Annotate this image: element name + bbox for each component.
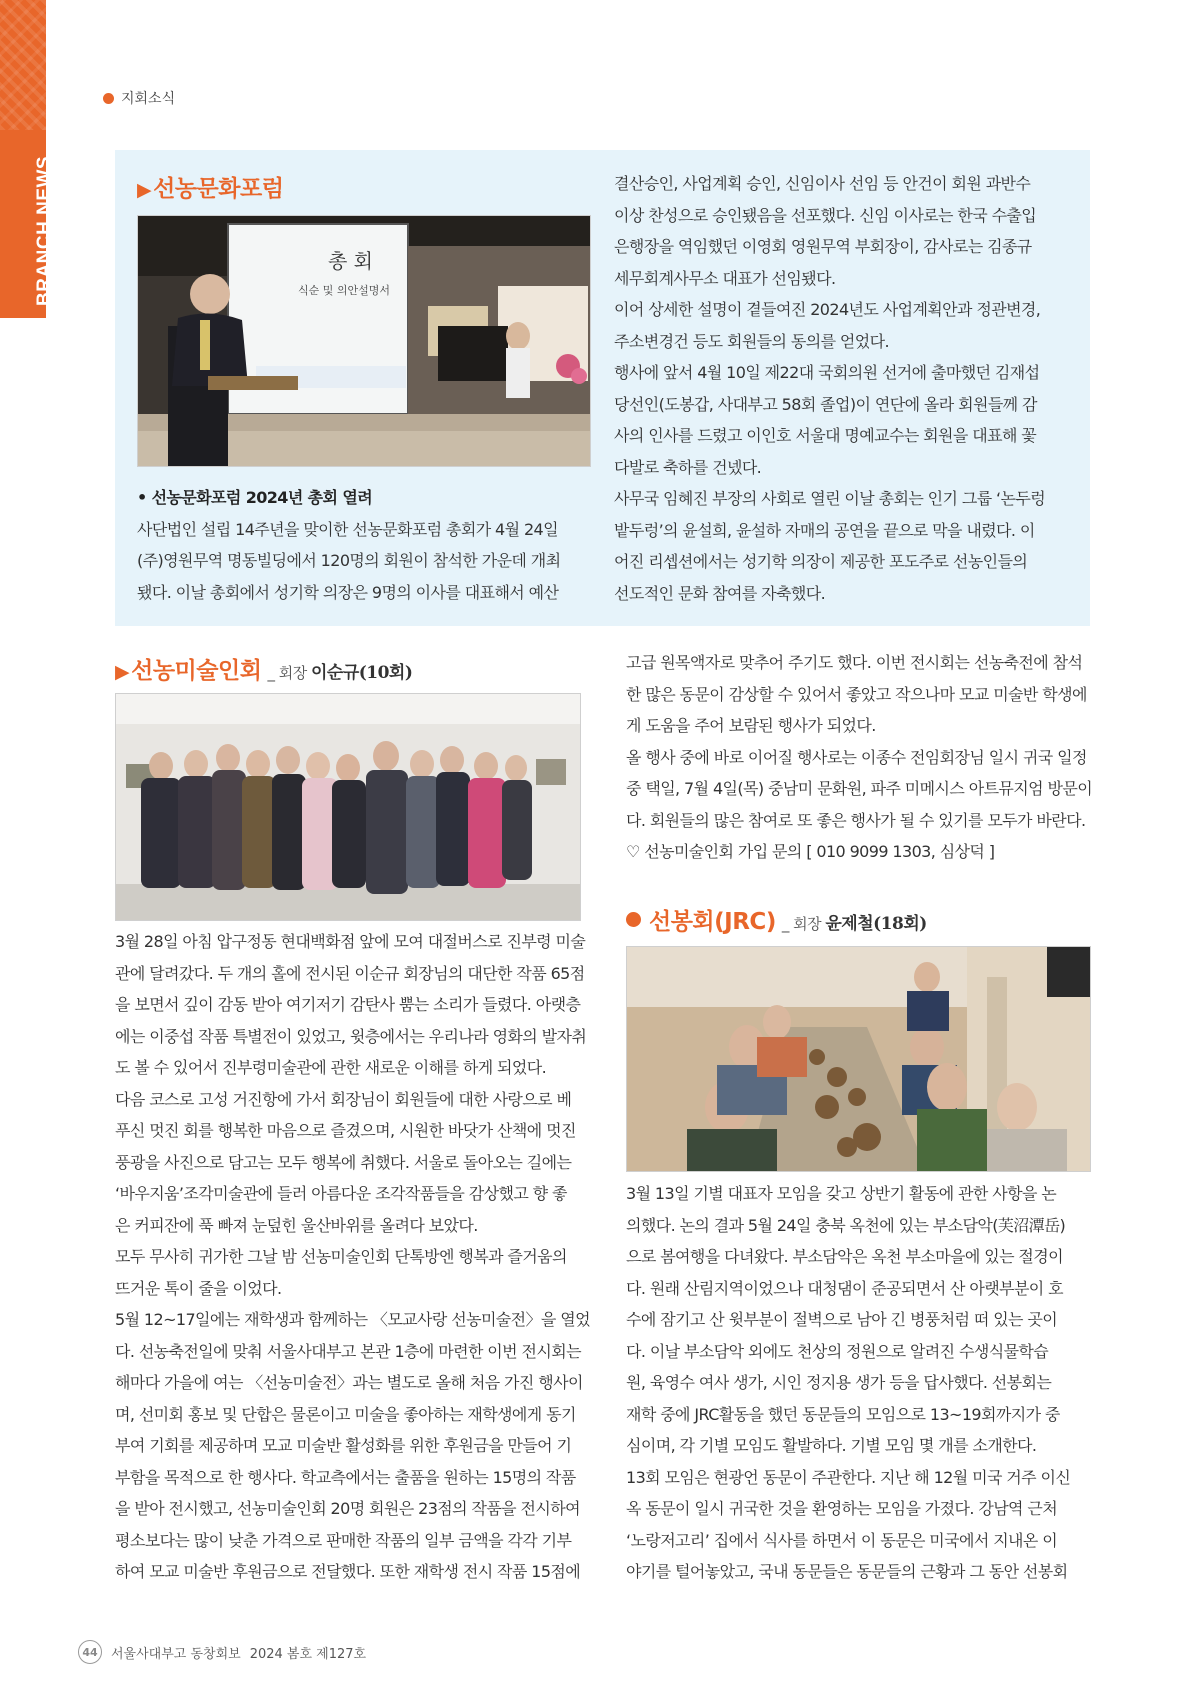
- art-club-right-line: 고급 원목액자로 맞추어 주기도 했다. 이번 전시회는 선농축전에 참석: [626, 653, 1083, 672]
- art-club-line: 을 받아 전시했고, 선농미술인회 20명 회원은 23점의 작품을 전시하여: [115, 1499, 580, 1518]
- art-club-line: 을 보면서 깊이 감동 받아 여기저기 감탄사 뿜는 소리가 들렸다. 아랫층: [115, 995, 581, 1014]
- ornament-pattern: [0, 0, 46, 130]
- jrc-heading-text: 선봉회(JRC): [649, 909, 776, 935]
- forum-right-line: 이어 상세한 설명이 곁들여진 2024년도 사업계획안과 정관변경,: [614, 300, 1041, 319]
- art-club-right-line: 올 행사 중에 바로 이어질 행사로는 이종수 전임회장님 일시 귀국 일정: [626, 747, 1087, 767]
- art-club-line: ‘바우지움’조각미술관에 들러 아름다운 조각작품들을 감상했고 향 좋: [115, 1184, 567, 1203]
- forum-heading: [137, 170, 283, 203]
- art-club-line: 부함을 목적으로 한 행사다. 학교측에서는 출품을 원하는 15명의 작품: [115, 1467, 576, 1487]
- forum-left-line: (주)영원무역 명동빌딩에서 120명의 회원이 참석한 가운데 개최: [137, 551, 561, 570]
- art-club-line: 평소보다는 많이 낮춘 가격으로 판매한 작품의 일부 금액을 각각 기부: [115, 1530, 572, 1550]
- jrc-president-name: 윤제철(18회): [825, 914, 927, 934]
- art-club-right-line: 게 도움을 주어 보람된 행사가 되었다.: [626, 716, 876, 735]
- forum-right-line: 은행장을 역임했던 이영회 영원무역 부회장이, 감사로는 김종규: [614, 237, 1032, 256]
- art-club-line: 하여 모교 미술반 후원금으로 전달했다. 또한 재학생 전시 작품 15점에: [115, 1562, 581, 1581]
- art-club-line: 모두 무사히 귀가한 그날 밤 선농미술인회 단톡방엔 행복과 즐거움의: [115, 1247, 567, 1266]
- jrc-photo-illustration: [627, 947, 1090, 1171]
- art-club-president-prefix: _ 회장: [267, 664, 307, 682]
- section-tag: [103, 88, 175, 108]
- art-club-line: 부여 기회를 제공하며 모교 미술반 활성화를 위한 후원금을 만들어 기: [115, 1436, 572, 1455]
- art-club-photo: [115, 693, 581, 921]
- forum-right-text: [614, 168, 1076, 609]
- forum-left-text: [137, 482, 592, 608]
- forum-photo-illustration: [138, 216, 590, 466]
- page-footer: [78, 1640, 366, 1664]
- triangle-marker-icon: ▶: [115, 661, 130, 683]
- jrc-text: [626, 1178, 1091, 1588]
- art-club-heading: [115, 652, 412, 685]
- page-number: 44: [78, 1640, 102, 1664]
- art-club-line: 3월 28일 아침 압구정동 현대백화점 앞에 모여 대절버스로 진부령 미술: [115, 932, 586, 951]
- jrc-line: 옥 동문이 일시 귀국한 것을 환영하는 모임을 가졌다. 강남역 근처: [626, 1499, 1058, 1518]
- jrc-line: 다. 이날 부소담악 외에도 천상의 정원으로 알려진 수생식물학습: [626, 1341, 1049, 1361]
- jrc-line: 13회 모임은 현광언 동문이 주관한다. 지난 해 12월 미국 거주 이신: [626, 1467, 1071, 1487]
- section-tag-label: 지회소식: [121, 91, 176, 107]
- forum-right-line: 밭두렁’의 윤설희, 윤설하 자매의 공연을 끝으로 막을 내렸다. 이: [614, 520, 1035, 540]
- art-club-line: 다. 선농축전일에 맞춰 서울사대부고 본관 1층에 마련한 이번 전시회는: [115, 1341, 581, 1361]
- jrc-line: 다. 원래 산림지역이었으나 대청댐이 준공되면서 산 아랫부분이 호: [626, 1278, 1064, 1298]
- jrc-line: 야기를 털어놓았고, 국내 동문들은 동문들의 근황과 그 동안 선봉회: [626, 1562, 1068, 1581]
- forum-photo: [137, 215, 591, 467]
- forum-right-line: 행사에 앞서 4월 10일 제22대 국회의원 선거에 출마했던 김재섭: [614, 363, 1040, 382]
- forum-right-line: 당선인(도봉갑, 사대부고 58회 졸업)이 연단에 올라 회원들께 감: [614, 394, 1037, 414]
- art-club-line: 다음 코스로 고성 거진항에 가서 회장님이 회원들에 대한 사랑으로 베: [115, 1089, 572, 1109]
- circle-marker-icon: [626, 912, 641, 927]
- art-club-right-text: [626, 647, 1091, 868]
- jrc-line: ‘노랑저고리’ 집에서 식사를 하면서 이 동문은 미국에서 지내온 이: [626, 1530, 1058, 1550]
- art-club-right-line: 중 택일, 7월 4일(목) 중남미 문화원, 파주 미메시스 아트뮤지엄 방문이: [626, 779, 1093, 798]
- branch-news-label: BRANCH NEWS: [34, 155, 55, 306]
- art-club-line: 풍광을 사진으로 담고는 모두 행복에 취했다. 서울로 돌아오는 길에는: [115, 1152, 572, 1172]
- art-club-right-line: ♡ 선농미술인회 가입 문의 [ 010 9099 1303, 심상덕 ]: [626, 842, 995, 861]
- jrc-president: [782, 909, 927, 934]
- jrc-president-prefix: _ 회장: [781, 915, 822, 933]
- jrc-line: 3월 13일 기별 대표자 모임을 갖고 상반기 활동에 관한 사항을 논: [626, 1184, 1057, 1203]
- art-club-line: 은 커피잔에 푹 빠져 눈덮힌 울산바위를 올려다 보았다.: [115, 1215, 478, 1235]
- forum-right-line: 사무국 임혜진 부장의 사회로 열린 이날 총회는 인기 그룹 ‘논두렁: [614, 489, 1046, 508]
- art-club-line: 관에 달려갔다. 두 개의 홀에 전시된 이순규 회장님의 대단한 작품 65점: [115, 963, 585, 983]
- art-club-president: [267, 658, 412, 683]
- forum-right-line: 선도적인 문화 참여를 자축했다.: [614, 583, 826, 603]
- jrc-line: 재학 중에 JRC활동을 했던 동문들의 모임으로 13~19회까지가 중: [626, 1404, 1060, 1424]
- art-club-photo-illustration: [116, 694, 580, 920]
- forum-right-line: 사의 인사를 드렸고 이인호 서울대 명예교수는 회원을 대표해 꽃: [614, 426, 1037, 445]
- art-club-line: 도 볼 수 있어서 진부령미술관에 관한 새로운 이해를 하게 되었다.: [115, 1058, 547, 1077]
- art-club-president-name: 이순규(10회): [310, 663, 413, 683]
- triangle-marker-icon: ▶: [137, 179, 152, 201]
- issue-label: 2024 봄호 제127호: [249, 1646, 367, 1662]
- svg-text:식순 및 의안설명서: 식순 및 의안설명서: [298, 284, 391, 297]
- forum-heading-text: 선농문화포럼: [153, 176, 284, 202]
- forum-left-line: 사단법인 설립 14주년을 맞이한 선농문화포럼 총회가 4월 24일: [137, 519, 558, 539]
- forum-right-line: 이상 찬성으로 승인됐음을 선포했다. 신임 이사로는 한국 수출입: [614, 205, 1037, 225]
- forum-caption-title: • 선농문화포럼 2024년 총회 열려: [137, 488, 373, 507]
- art-club-line: 5월 12~17일에는 재학생과 함께하는 〈모교사랑 선농미술전〉을 열었: [115, 1310, 590, 1329]
- art-club-line: 해마다 가을에 여는 〈선농미술전〉과는 별도로 올해 처음 가진 행사이: [115, 1373, 583, 1392]
- jrc-line: 의했다. 논의 결과 5월 24일 충북 옥천에 있는 부소담악(芙沼潭岳): [626, 1215, 1066, 1235]
- forum-right-line: 세무회계사무소 대표가 선임됐다.: [614, 268, 836, 288]
- forum-right-line: 결산승인, 사업계획 승인, 신임이사 선임 등 안건이 회원 과반수: [614, 174, 1031, 193]
- publication-title: 서울사대부고 동창회보: [111, 1646, 241, 1662]
- svg-text:총 회: 총 회: [328, 249, 373, 273]
- jrc-line: 수에 잠기고 산 윗부분이 절벽으로 남아 긴 병풍처럼 떠 있는 곳이: [626, 1310, 1058, 1329]
- forum-right-line: 주소변경건 등도 회원들의 동의를 얻었다.: [614, 331, 889, 351]
- art-club-line: 에는 이중섭 작품 특별전이 있었고, 윗층에서는 우리나라 영화의 발자취: [115, 1026, 587, 1046]
- forum-left-line: 됐다. 이날 총회에서 성기학 의장은 9명의 이사를 대표해서 예산: [137, 582, 559, 602]
- jrc-line: 으로 봄여행을 다녀왔다. 부소담악은 옥천 부소마을에 있는 절경이: [626, 1247, 1064, 1266]
- forum-right-line: 다발로 축하를 건넸다.: [614, 457, 762, 477]
- forum-right-line: 어진 리셉션에서는 성기학 의장이 제공한 포도주로 선농인들의: [614, 552, 1028, 571]
- jrc-line: 원, 육영수 여사 생가, 시인 정지용 생가 등을 답사했다. 선봉회는: [626, 1373, 1052, 1392]
- jrc-line: 심이며, 각 기별 모임도 활발하다. 기별 모임 몇 개를 소개한다.: [626, 1436, 1037, 1455]
- art-club-right-line: 한 많은 동문이 감상할 수 있어서 좋았고 작으나마 모교 미술반 학생에: [626, 684, 1087, 704]
- branch-news-tab: [0, 0, 55, 318]
- bullet-dot-icon: [103, 93, 114, 104]
- art-club-right-line: 다. 회원들의 많은 참여로 또 좋은 행사가 될 수 있기를 모두가 바란다.: [626, 810, 1086, 830]
- art-club-line: 며, 선미회 홍보 및 단합은 물론이고 미술을 좋아하는 재학생에게 동기: [115, 1404, 576, 1424]
- jrc-heading: [626, 903, 927, 936]
- art-club-line: 뜨거운 톡이 줄을 이었다.: [115, 1278, 282, 1298]
- art-club-heading-text: 선농미술인회: [131, 658, 262, 684]
- art-club-text: [115, 926, 590, 1588]
- jrc-photo: [626, 946, 1091, 1172]
- art-club-line: 푸신 멋진 회를 행복한 마음으로 즐겼으며, 시원한 바닷가 산책에 멋진: [115, 1121, 576, 1140]
